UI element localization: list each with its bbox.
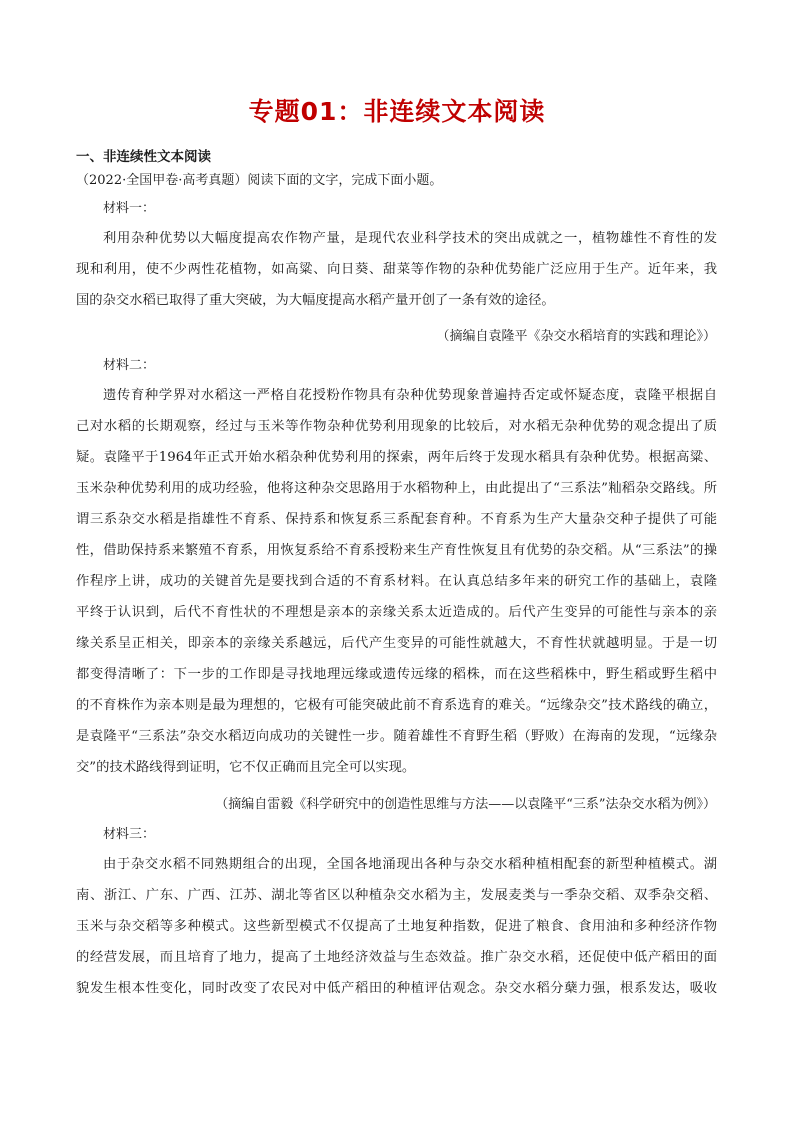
paragraph-line: 遗传育种学界对水稻这一严格自花授粉作物具有杂种优势现象普遍持否定或怀疑态度，袁隆平根据自 [103,388,717,403]
paragraph-line: 疑。袁隆平于1964年正式开始水稻杂种优势利用的探索，两年后终于发现水稻具有杂种优势。根据高粱、 [76,450,717,465]
material-3-label: 材料三： [103,827,156,842]
paragraph-line: 的不育株作为亲本则是最为理想的，它极有可能突破此前不育系选育的难关。“远缘杂交”技术路线的确立， [76,698,717,713]
paragraph-line: 现和利用，使不少两性花植物，如高粱、向日葵、甜菜等作物的杂种优势能广泛应用于生产。近年来，我 [76,262,717,277]
material-3-paragraph [76,849,717,1004]
paragraph-line: 都变得清晰了：下一步的工作即是寻找地理远缘或遗传远缘的稻株，而在这些稻株中，野生稻或野生稻中 [76,667,717,682]
paragraph-line: 由于杂交水稻不同熟期组合的出现，全国各地涌现出各种与杂交水稻种植相配套的新型种植模式。湖 [103,857,717,872]
paragraph-line: 玉米杂种优势利用的成功经验，他将这种杂交思路用于水稻物种上，由此提出了“三系法”籼稻杂交路线。所 [76,481,717,496]
material-1-paragraph [76,223,717,316]
paragraph-line: 的经营发展，而且培育了地力，提高了土地经济效益与生态效益。推广杂交水稻，还促使中低产稻田的面 [76,950,717,965]
material-2-source: （摘编自雷毅《科学研究中的创造性思维与方法——以袁隆平“三系”法杂交水稻为例》） [215,797,716,812]
material-2-paragraph [76,380,717,783]
paragraph-line: 谓三系杂交水稻是指雄性不育系、保持系和恢复系三系配套育种。不育系为生产大量杂交种子提供了可能 [76,512,717,527]
paragraph-line: 是袁隆平“三系法”杂交水稻迈向成功的关键性一步。随着雄性不育野生稻（野败）在海南的发现，“远缘杂 [76,729,717,744]
material-1-label: 材料一： [103,201,156,216]
paragraph-line: 国的杂交水稻已取得了重大突破，为大幅度提高水稻产量开创了一条有效的途径。 [76,293,555,308]
page-title: 专题01：非连续文本阅读 [248,97,546,126]
paragraph-line: 己对水稻的长期观察，经过与玉米等作物杂种优势利用现象的比较后，对水稻无杂种优势的观念提出了质 [76,419,717,434]
paragraph-line: 交”的技术路线得到证明，它不仅正确而且完全可以实现。 [76,760,416,775]
paragraph-line: 南、浙江、广东、广西、江苏、湖北等省区以种植杂交水稻为主，发展麦类与一季杂交稻、双季杂交稻、 [76,888,717,903]
material-1-source: （摘编自袁隆平《杂交水稻培育的实践和理论》） [436,329,716,344]
paragraph-line: 作程序上讲，成功的关键首先是要找到合适的不育系材料。在认真总结多年来的研究工作的基础上，袁隆 [76,574,717,589]
paragraph-line: 貌发生根本性变化，同时改变了农民对中低产稻田的种植评估观念。杂交水稻分蘖力强，根系发达，吸收 [76,981,717,996]
paragraph-line: 利用杂种优势以大幅度提高农作物产量，是现代农业科学技术的突出成就之一，植物雄性不育性的发 [103,231,717,246]
section-heading: 一、非连续性文本阅读 [76,149,211,165]
material-2-label: 材料二： [103,358,156,373]
question-intro: （2022·全国甲卷·高考真题）阅读下面的文字，完成下面小题。 [76,173,443,188]
paragraph-line: 玉米与杂交稻等多种模式。这些新型模式不仅提高了土地复种指数，促进了粮食、食用油和多种经济作物 [76,919,717,934]
paragraph-line: 缘关系呈正相关，即亲本的亲缘关系越远，后代产生变异的可能性就越大，不育性状就越明显。于是一切 [76,636,717,651]
paragraph-line: 性，借助保持系来繁殖不育系，用恢复系给不育系授粉来生产育性恢复且有优势的杂交稻。从“三系法”的操 [76,543,717,558]
paragraph-line: 平终于认识到，后代不育性状的不理想是亲本的亲缘关系太近造成的。后代产生变异的可能性与亲本的亲 [76,605,717,620]
